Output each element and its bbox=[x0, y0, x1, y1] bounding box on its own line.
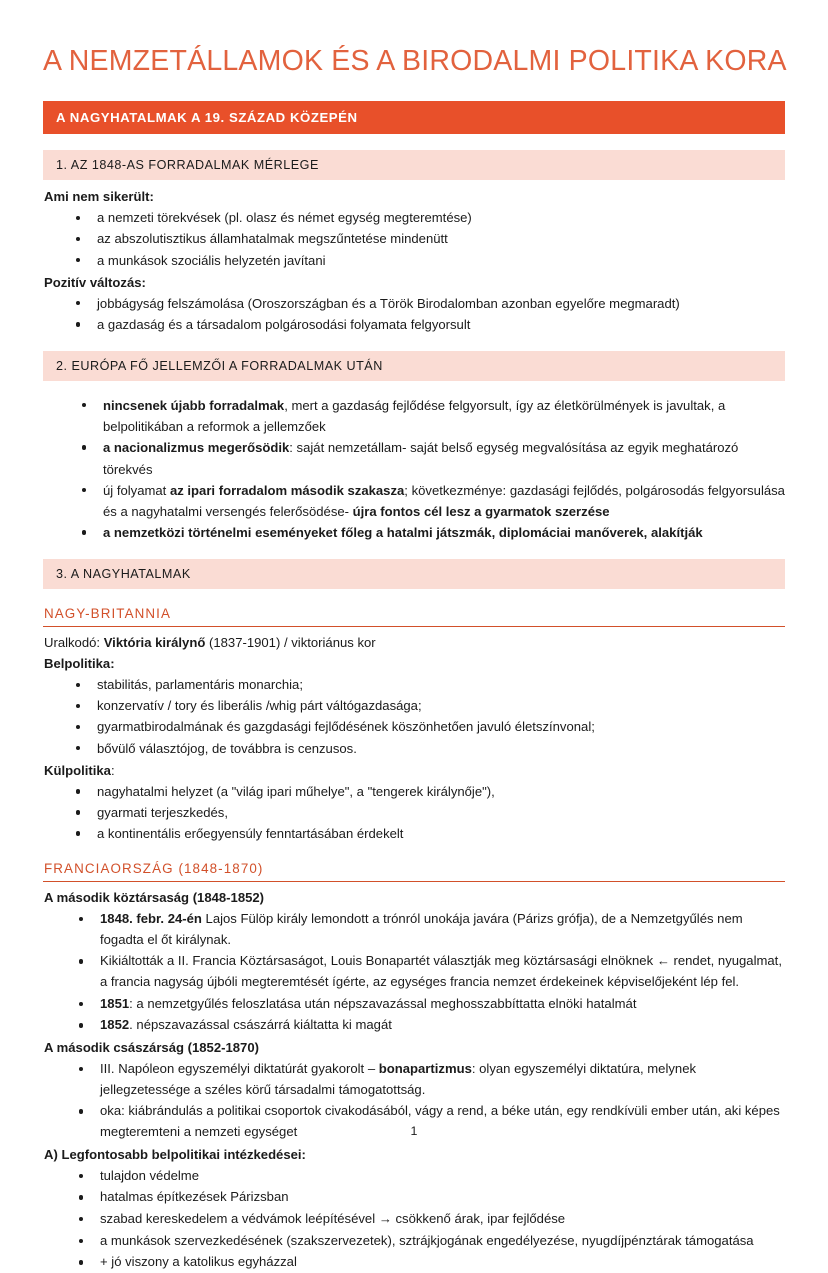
list-item-emphasis: a nemzetközi történelmi eseményeket főleg a hatalmi játszmák, diplomáciai manőverek, alakítják bbox=[103, 525, 703, 541]
list-item: bővülő választójog, de továbbra is cenzusos. bbox=[43, 739, 785, 759]
list-item-text: : olyan egyszemélyi diktatúra, melynek jellegzetessége a széles körű társadalmi támogatottság. bbox=[100, 1061, 697, 1097]
france-empire-label: A második császárság (1852-1870) bbox=[44, 1040, 259, 1056]
britain-ruler-line bbox=[44, 633, 785, 653]
ruler-label: Uralkodó: bbox=[44, 635, 104, 651]
list-item-emphasis: bonapartizmus bbox=[378, 1061, 472, 1076]
list-item bbox=[43, 522, 785, 543]
list-item: a nemzeti törekvések (pl. olasz és német egység megteremtése) bbox=[43, 208, 785, 228]
list-item-text: : saját nemzetállam- saját belső egység megvalósítása az egyik meghatározó törekvés bbox=[103, 440, 739, 477]
list-item: + jó viszony a katolikus egyházzal bbox=[43, 1252, 785, 1273]
list-item: az abszolutisztikus államhatalmak megszűntetése mindenütt bbox=[43, 229, 785, 249]
list-item bbox=[43, 395, 785, 437]
list-item bbox=[43, 437, 785, 479]
main-section-banner: A NAGYHATALMAK A 19. SZÁZAD KÖZEPÉN bbox=[43, 101, 785, 134]
list-item-text: új folyamat bbox=[103, 482, 170, 498]
foreign-label-rest: : bbox=[110, 762, 115, 778]
list-item: tulajdon védelme bbox=[43, 1166, 785, 1187]
list-item-emphasis: az ipari forradalom második szakasza bbox=[169, 482, 405, 498]
list-item-text: Lajos Fülöp király lemondott a trónról unokája javára (Párizs grófja), de a Nemzetgyűlés nem fogadta el őt királynak. bbox=[100, 910, 743, 947]
list-item-emphasis: újra fontos cél lesz a gyarmatok szerzése bbox=[352, 503, 610, 519]
list-item: jobbágyság felszámolása (Oroszországban és a Török Birodalomban azonban egyelőre megmaradt) bbox=[43, 294, 785, 314]
ruler-details: (1837-1901) / viktoriánus kor bbox=[205, 635, 376, 651]
list-item-emphasis: 1851 bbox=[100, 995, 130, 1011]
france-measures-label: A) Legfontosabb belpolitikai intézkedései: bbox=[44, 1146, 306, 1162]
section-heading-2: 2. EURÓPA FŐ JELLEMZŐI A FORRADALMAK UTÁN bbox=[43, 351, 785, 381]
list-item: nagyhatalmi helyzet (a "világ ipari műhelye", a "tengerek királynője"), bbox=[43, 782, 785, 802]
list-item: gyarmati terjeszkedés, bbox=[43, 803, 785, 823]
list-france-republic bbox=[43, 909, 785, 1036]
section-heading-3: 3. A NAGYHATALMAK bbox=[43, 559, 785, 589]
list-item: a kontinentális erőegyensúly fenntartásában érdekelt bbox=[43, 824, 785, 844]
list-pozitiv-valtozas bbox=[43, 294, 785, 335]
list-item: hatalmas építkezések Párizsban bbox=[43, 1187, 785, 1208]
britain-domestic-label: Belpolitika: bbox=[44, 656, 115, 672]
list-britain-foreign bbox=[43, 782, 785, 844]
list-item: stabilitás, parlamentáris monarchia; bbox=[43, 675, 785, 695]
list-item: Kikiáltották a II. Francia Köztársaságot, Louis Bonapartét választják meg köztársasági elnöknek ← rendet, nyugalmat, a francia nagyság újbóli megteremtését ígérte, az egységes francia nemzet érdekeinek képviselőjeként lép fel. bbox=[43, 951, 785, 992]
list-item-text: , mert a gazdaság fejlődése felgyorsult, így az életkörülmények is javultak, a belpolitikában a reformok a jellemzőek bbox=[103, 397, 726, 435]
country-heading-britain: NAGY-BRITANNIA bbox=[43, 606, 785, 627]
list-france-measures bbox=[43, 1166, 785, 1273]
ruler-name: Viktória királynő bbox=[103, 635, 206, 651]
section-heading-1: 1. AZ 1848-AS FORRADALMAK MÉRLEGE bbox=[43, 150, 785, 180]
list-ami-nem-sikerult bbox=[43, 208, 785, 270]
page-title: A NEMZETÁLLAMOK ÉS A BIRODALMI POLITIKA KORA bbox=[43, 45, 787, 77]
list-item: szabad kereskedelem a védvámok leépítésével → csökkenő árak, ipar fejlődése bbox=[43, 1209, 785, 1230]
list-item-emphasis: nincsenek újabb forradalmak bbox=[103, 397, 285, 413]
list-item-text: . népszavazással császárrá kiáltatta ki magát bbox=[129, 1017, 392, 1033]
list-item bbox=[43, 1059, 785, 1100]
list-item: oka: kiábrándulás a politikai csoportok civakodásából, vágy a rend, a béke után, egy rendkívüli ember után, aki képes megteremteni a nemzeti egységet bbox=[43, 1101, 785, 1142]
list-item bbox=[43, 1015, 785, 1036]
list-item-text: ; következménye: gazdasági fejlődés, polgárosodás felgyorsulása és a nagyhatalmi versengés felerősödése- bbox=[103, 482, 785, 519]
list-item-emphasis: a nacionalizmus megerősödik bbox=[103, 440, 290, 456]
list-item bbox=[43, 994, 785, 1015]
list-item: a munkások szervezkedésének (szakszervezetek), sztrájkjogának engedélyezése, nyugdíjpénztárak támogatása bbox=[43, 1231, 785, 1252]
list-item-emphasis: 1852 bbox=[100, 1017, 130, 1033]
list-item bbox=[43, 909, 785, 950]
list-item: a gazdaság és a társadalom polgárosodási folyamata felgyorsult bbox=[43, 315, 785, 335]
page-number: 1 bbox=[410, 1124, 418, 1138]
list-europa-jellemzoi bbox=[43, 395, 785, 543]
list-item-emphasis: 1848. febr. 24-én bbox=[100, 910, 202, 926]
list-item-text: : a nemzetgyűlés feloszlatása után népszavazással meghosszabbíttatta elnöki hatalmát bbox=[129, 995, 637, 1011]
list-item-text: III. Napóleon egyszemélyi diktatúrát gyakorolt – bbox=[100, 1061, 379, 1076]
list-item bbox=[43, 480, 785, 522]
list-britain-domestic bbox=[43, 675, 785, 759]
subheading-pozitiv-valtozas: Pozitív változás: bbox=[44, 274, 146, 290]
list-item: gyarmatbirodalmának és gazgdasági fejlődésének köszönhetően javuló életszínvonal; bbox=[43, 717, 785, 737]
france-republic-label: A második köztársaság (1848-1852) bbox=[44, 890, 265, 906]
list-item: a munkások szociális helyzetén javítani bbox=[43, 251, 785, 271]
foreign-label-bold: Külpolitika bbox=[44, 762, 111, 778]
country-heading-france: FRANCIAORSZÁG (1848-1870) bbox=[43, 861, 785, 882]
list-item: konzervatív / tory és liberális /whig párt váltógazdasága; bbox=[43, 696, 785, 716]
britain-foreign-label bbox=[44, 761, 785, 781]
subheading-ami-nem-sikerult: Ami nem sikerült: bbox=[44, 189, 154, 205]
